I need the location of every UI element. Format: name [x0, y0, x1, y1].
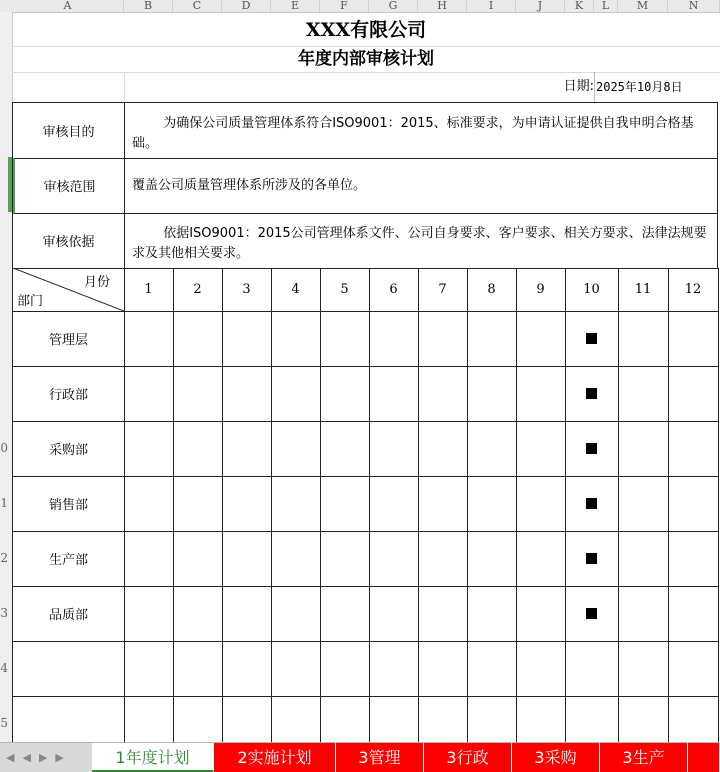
plan-cell[interactable] [271, 531, 321, 587]
plan-cell[interactable] [124, 641, 174, 697]
info-text-basis[interactable]: 依据ISO9001：2015公司管理体系文件、公司自身要求、客户要求、相关方要求、法律法规要求及其他相关要求。 [124, 213, 718, 269]
plan-cell[interactable] [467, 366, 517, 422]
plan-cell[interactable] [271, 641, 321, 697]
plan-cell[interactable] [320, 586, 370, 642]
month-header-11[interactable]: 11 [618, 268, 669, 312]
plan-cell[interactable] [271, 311, 321, 367]
plan-cell[interactable] [320, 421, 370, 477]
sheet-tab-annual-plan[interactable]: 1年度计划 [92, 743, 214, 772]
plan-cell[interactable] [516, 696, 566, 743]
month-header-5[interactable]: 5 [320, 268, 370, 312]
dept-label[interactable]: 行政部 [13, 366, 125, 422]
dept-label[interactable]: 采购部 [13, 421, 125, 477]
plan-cell[interactable] [418, 696, 468, 743]
plan-cell[interactable] [418, 641, 468, 697]
plan-cell[interactable] [565, 641, 619, 697]
plan-cell[interactable] [369, 421, 419, 477]
row-header-12[interactable]: 2 [0, 551, 8, 565]
plan-cell[interactable] [418, 586, 468, 642]
audit-plan-table [12, 102, 718, 742]
plan-cell[interactable] [271, 586, 321, 642]
plan-cell[interactable] [618, 311, 669, 367]
plan-cell[interactable] [418, 476, 468, 532]
plan-cell[interactable] [271, 476, 321, 532]
row-header-14[interactable]: 4 [0, 661, 8, 675]
plan-cell[interactable] [565, 476, 619, 532]
plan-cell[interactable] [369, 586, 419, 642]
plan-cell[interactable] [668, 476, 719, 532]
plan-cell[interactable] [668, 641, 719, 697]
column-header-a[interactable]: A [12, 0, 124, 12]
plan-cell[interactable] [668, 311, 719, 367]
plan-cell[interactable] [668, 586, 719, 642]
plan-cell[interactable] [271, 366, 321, 422]
plan-cell[interactable] [222, 586, 272, 642]
column-header-n[interactable]: N [668, 0, 720, 12]
month-header-8[interactable]: 8 [467, 268, 517, 312]
plan-cell[interactable] [173, 531, 223, 587]
sheet-tab-implementation-plan[interactable]: 2实施计划 [214, 743, 336, 772]
column-header-d[interactable]: D [222, 0, 271, 12]
plan-cell[interactable] [173, 421, 223, 477]
column-header-e[interactable]: E [271, 0, 320, 12]
plan-cell[interactable] [271, 421, 321, 477]
last-sheet-icon[interactable]: ▶ [55, 751, 64, 764]
column-header-j[interactable]: J [516, 0, 565, 12]
month-header-1[interactable]: 1 [124, 268, 174, 312]
plan-cell[interactable] [516, 311, 566, 367]
plan-cell[interactable] [124, 421, 174, 477]
plan-cell[interactable] [271, 696, 321, 743]
plan-cell[interactable] [320, 641, 370, 697]
dept-label[interactable] [13, 696, 125, 743]
plan-cell[interactable] [222, 366, 272, 422]
plan-cell[interactable] [320, 531, 370, 587]
column-header-l[interactable]: L [594, 0, 618, 12]
next-sheet-icon[interactable]: ▶ [38, 751, 48, 764]
plan-cell[interactable] [124, 696, 174, 743]
sheet-tab-overflow[interactable] [688, 743, 720, 772]
row-header-11[interactable]: 1 [0, 496, 8, 510]
sheet-tab-purchasing[interactable]: 3采购 [512, 743, 600, 772]
row-header-15[interactable]: 5 [0, 716, 8, 730]
plan-cell[interactable] [516, 476, 566, 532]
dept-label[interactable]: 生产部 [13, 531, 125, 587]
plan-cell[interactable] [467, 641, 517, 697]
sheet-tab-admin[interactable]: 3行政 [424, 743, 512, 772]
plan-cell[interactable] [320, 696, 370, 743]
sheet-nav-arrows [0, 743, 92, 772]
plan-cell[interactable] [124, 531, 174, 587]
plan-cell[interactable] [173, 476, 223, 532]
plan-cell[interactable] [173, 696, 223, 743]
column-header-i[interactable]: I [467, 0, 516, 12]
plan-cell[interactable] [222, 696, 272, 743]
plan-cell[interactable] [173, 311, 223, 367]
plan-cell[interactable] [173, 366, 223, 422]
plan-cell[interactable] [618, 641, 669, 697]
plan-cell[interactable] [668, 531, 719, 587]
plan-cell[interactable] [467, 421, 517, 477]
plan-cell[interactable] [516, 641, 566, 697]
plan-cell[interactable] [369, 366, 419, 422]
plan-cell[interactable] [565, 531, 619, 587]
audit-scheduled-mark-icon [586, 553, 597, 564]
date-label[interactable]: 日期: [563, 79, 594, 94]
plan-cell[interactable] [565, 366, 619, 422]
plan-cell[interactable] [618, 366, 669, 422]
month-header-6[interactable]: 6 [369, 268, 419, 312]
sheet-tab-bar [0, 742, 720, 772]
plan-cell[interactable] [124, 366, 174, 422]
audit-scheduled-mark-icon [586, 333, 597, 344]
plan-cell[interactable] [418, 366, 468, 422]
prev-sheet-icon[interactable]: ◀ [22, 751, 31, 764]
plan-cell[interactable] [467, 586, 517, 642]
plan-cell[interactable] [668, 421, 719, 477]
dept-label[interactable]: 品质部 [13, 586, 125, 642]
plan-cell[interactable] [467, 531, 517, 587]
month-header-12[interactable]: 12 [668, 268, 719, 312]
dept-label[interactable] [13, 641, 125, 697]
column-header-m[interactable]: M [618, 0, 668, 12]
plan-cell[interactable] [124, 586, 174, 642]
column-header-c[interactable]: C [173, 0, 222, 12]
column-header-f[interactable]: F [320, 0, 369, 12]
month-header-3[interactable]: 3 [222, 268, 272, 312]
month-header-4[interactable]: 4 [271, 268, 321, 312]
row-header-10[interactable]: 0 [0, 441, 8, 455]
month-header-9[interactable]: 9 [516, 268, 566, 312]
plan-cell[interactable] [369, 476, 419, 532]
plan-cell[interactable] [467, 696, 517, 743]
info-label-basis[interactable]: 审核依据 [13, 213, 125, 269]
sheet-tab-management[interactable]: 3管理 [336, 743, 424, 772]
plan-cell[interactable] [668, 696, 719, 743]
plan-cell[interactable] [222, 311, 272, 367]
plan-cell[interactable] [369, 696, 419, 743]
plan-cell[interactable] [320, 366, 370, 422]
audit-scheduled-mark-icon [586, 388, 597, 399]
dept-label[interactable]: 销售部 [13, 476, 125, 532]
column-header-bar [0, 0, 720, 13]
column-header-b[interactable]: B [124, 0, 173, 12]
audit-scheduled-mark-icon [586, 443, 597, 454]
plan-cell[interactable] [668, 366, 719, 422]
plan-cell[interactable] [222, 531, 272, 587]
plan-cell[interactable] [369, 641, 419, 697]
column-header-h[interactable]: H [418, 0, 467, 12]
plan-cell[interactable] [222, 476, 272, 532]
month-dept-corner-cell[interactable] [13, 268, 125, 312]
info-text-scope[interactable]: 覆盖公司质量管理体系所涉及的各单位。 [124, 158, 718, 214]
plan-cell[interactable] [565, 586, 619, 642]
info-label-purpose[interactable]: 审核目的 [13, 103, 125, 159]
sheet-tab-production[interactable]: 3生产 [600, 743, 688, 772]
plan-cell[interactable] [173, 586, 223, 642]
plan-cell[interactable] [565, 696, 619, 743]
plan-cell[interactable] [418, 531, 468, 587]
plan-cell[interactable] [516, 421, 566, 477]
first-sheet-icon[interactable]: ◀ [6, 751, 15, 764]
plan-cell[interactable] [124, 311, 174, 367]
plan-cell[interactable] [467, 311, 517, 367]
plan-cell[interactable] [618, 421, 669, 477]
plan-cell[interactable] [565, 311, 619, 367]
month-header-7[interactable]: 7 [418, 268, 468, 312]
plan-cell[interactable] [222, 641, 272, 697]
plan-cell[interactable] [320, 311, 370, 367]
info-label-scope[interactable]: 审核范围 [13, 158, 125, 214]
column-header-g[interactable]: G [369, 0, 418, 12]
month-header-10[interactable]: 10 [565, 268, 619, 312]
dept-header-label: 部门 [17, 294, 44, 309]
column-header-k[interactable]: K [565, 0, 594, 12]
plan-cell[interactable] [173, 641, 223, 697]
plan-cell[interactable] [222, 421, 272, 477]
gridline [124, 72, 125, 102]
gridline [12, 72, 720, 73]
company-title[interactable]: XXX有限公司 [305, 19, 427, 41]
plan-cell[interactable] [320, 476, 370, 532]
month-header-label: 月份 [83, 275, 110, 290]
plan-cell[interactable] [565, 421, 619, 477]
plan-cell[interactable] [618, 586, 669, 642]
plan-cell[interactable] [418, 311, 468, 367]
audit-scheduled-mark-icon [586, 608, 597, 619]
audit-scheduled-mark-icon [586, 498, 597, 509]
plan-cell[interactable] [124, 476, 174, 532]
date-value[interactable]: 2025年10月8日 [596, 80, 683, 94]
plan-cell[interactable] [516, 586, 566, 642]
dept-label[interactable]: 管理层 [13, 311, 125, 367]
plan-cell[interactable] [369, 531, 419, 587]
plan-cell[interactable] [418, 421, 468, 477]
plan-cell[interactable] [618, 531, 669, 587]
plan-cell[interactable] [369, 311, 419, 367]
gridline [594, 72, 595, 102]
plan-subtitle[interactable]: 年度内部审核计划 [298, 49, 434, 69]
plan-cell[interactable] [618, 696, 669, 743]
info-text-purpose[interactable]: 为确保公司质量管理体系符合ISO9001：2015、标准要求，为申请认证提供自我申明合格基础。 [124, 103, 718, 159]
plan-cell[interactable] [516, 531, 566, 587]
row-header-13[interactable]: 3 [0, 606, 8, 620]
plan-cell[interactable] [618, 476, 669, 532]
plan-cell[interactable] [516, 366, 566, 422]
plan-cell[interactable] [467, 476, 517, 532]
month-header-2[interactable]: 2 [173, 268, 223, 312]
